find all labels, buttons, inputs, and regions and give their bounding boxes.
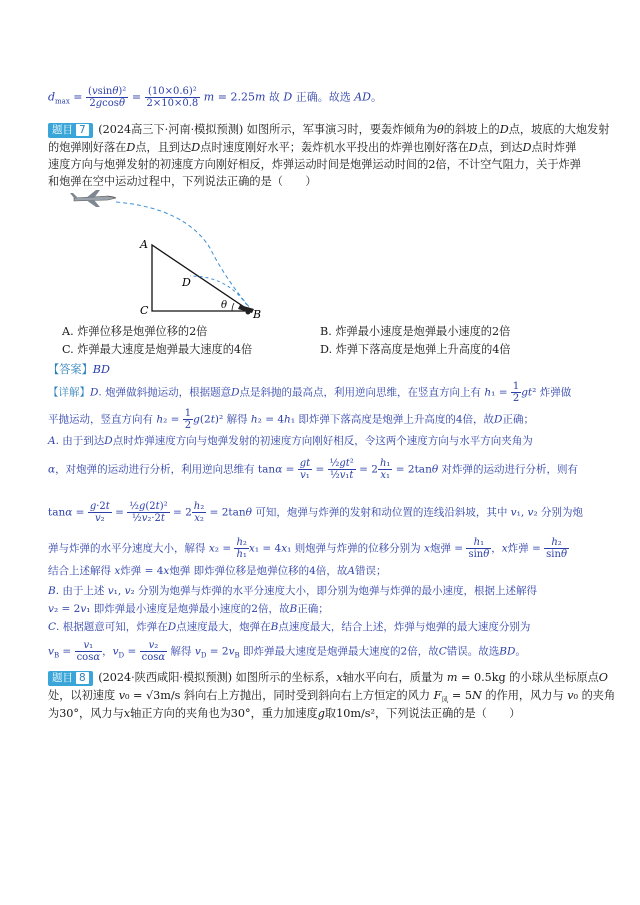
- q7-explain-8: B. 由于上述 v₁, v₂ 分别为炮弹与炸弹的水平分速度大小，即分别为炮弹与炸弹的最小速度，根据上述解得: [48, 585, 538, 597]
- q7-explain-3: A. 由于到达D点时炸弹速度方向与炮弹发射的初速度方向刚好相反，令这两个速度方向与水平方向夹角为: [48, 435, 533, 447]
- q7-explain-10: C. 根据题意可知，炸弹在D点速度最大，炮弹在B点速度最大，结合上述，炸弹与炮弹的最大速度分别为: [48, 621, 531, 633]
- q7-explain-4: α，对炮弹的运动进行分析，利用逆向思维有 tanα = $\frac{gt}{\text{v₁}}$ = $\frac{\text{½gt²}}{\text{½v₁t}}$ = 2 $\frac{\text{h₁}}{\text{x₁}}$ = 2tanθ 对炸弹的运动进行分析，则有: [48, 458, 579, 481]
- q7-line-3: 速度方向与炮弹发射的初速度方向刚好相反，炸弹运动时间是炮弹运动时间的2倍，不计空气阻力，关于炸弹: [48, 158, 581, 171]
- q7-answer: 【答案】BD: [48, 363, 110, 376]
- cannon-icon: [238, 305, 254, 315]
- bomb-trajectory: [116, 202, 250, 308]
- q7-explain-2: 平抛运动，竖直方向有 h₂ = $\frac{1}{2}$ g(2t)² 解得 h₂ = 4h₁ 即炸弹下落高度是炮弹上升高度的4倍，故D正确；: [48, 408, 534, 431]
- q7-explain-7: 结合上述解得 x炸弹 = 4x炮弹 即炸弹位移是炮弹位移的4倍，故A错误；: [48, 565, 387, 577]
- slope-triangle: [152, 245, 250, 311]
- q7-explain-11: $v_B$ = $\frac{\text{v₁}}{\cos\alpha}$ ，$v_D$ = $\frac{\text{v₂}}{\cos\alpha}$ 解得 $v_D = 2v_B$ 即炸弹最大速度是炮弹最大速度的2倍，故C错误。故选BD。: [48, 640, 526, 663]
- q7-explain-5: tanα = $\frac{g\cdot 2t}{\text{v₂}}$ = $\frac{\text{½g(2t)²}}{\text{½v₂·2t}}$ = 2 $\frac{\text{h₂}}{\text{x₂}}$ = 2tanθ 可知，炮弹与炸弹的发射和动位置的连线沿斜坡，其中 v₁, v₂ 分别为炮: [48, 501, 583, 524]
- q7-explain-1: 【详解】D. 炮弹做斜抛运动，根据题意D点是斜抛的最高点，利用逆向思维，在竖直方向上有 h₁ = $\frac{1}{2}$ gt² 炸弹做: [48, 381, 572, 404]
- q7-option-b: B. 炸弹最小速度是炮弹最小速度的2倍: [320, 325, 511, 338]
- q7-figure: [60, 188, 280, 318]
- q7-explain-6: 弹与炸弹的水平分速度大小，解得 x₂ = $\frac{\text{h₂}}{\text{h₁}}$ x₁ = 4x₁ 则炮弹与炸弹的位移分别为 x炮弹 = $\frac{\text{h₁}}{\sin\theta}$ ，x炸弹 = $\frac{\text{h₂}}{\sin\theta}$: [48, 537, 567, 560]
- q7-line-1: 题目 7 (2024高三下·河南·模拟预测) 如图所示，军事演习时，要轰炸倾角为θ的斜坡上的D点，坡底的大炮发射: [48, 121, 608, 138]
- q8-tag: 题目 8: [48, 671, 93, 686]
- q7-line-2: 的炮弹刚好落在D点，且到达D点时速度刚好水平；轰炸机水平投出的炸弹也刚好落在D点，到达D点时炸弹: [48, 141, 577, 154]
- q7-option-d: D. 炸弹下落高度是炮弹上升高度的4倍: [320, 343, 511, 356]
- q8-line-3: 为30°，风力与x轴正方向的夹角也为30°，重力加速度g取10m/s²，下列说法正确的是（ ）: [48, 707, 521, 720]
- q8-line-2: 处，以初速度 v₀ = √3m/s 斜向右上方抛出，同时受到斜向右上方恒定的风力 $F_风 = 5N$ 的作用，风力与 v₀ 的夹角: [48, 689, 616, 705]
- dmax-formula: $d_{max}$ = $\frac{\text{(vsinθ)²}}{2gcos\theta}$ = $\frac{\text{(10×0.6)²}}{2\times 10\times 0.8}$ m = 2.25m 故 D 正确。故选 AD。: [48, 86, 382, 109]
- q8-line-1: 题目 8 (2024·陕西咸阳·模拟预测) 如图所示的坐标系，x轴水平向右，质量为 m = 0.5kg 的小球从坐标原点O: [48, 669, 608, 686]
- q7-option-c: C. 炸弹最大速度是炮弹最大速度的4倍: [62, 343, 253, 356]
- label-B: B: [253, 308, 262, 318]
- label-theta: θ: [221, 300, 228, 311]
- q7-option-a: A. 炸弹位移是炮弹位移的2倍: [62, 325, 208, 338]
- q7-explain-9: v₂ = 2v₁ 即炸弹最小速度是炮弹最小速度的2倍，故B正确；: [48, 603, 329, 615]
- label-A: A: [140, 238, 148, 251]
- label-C: C: [140, 304, 149, 317]
- plane-icon: [70, 190, 116, 207]
- q7-line-4: 和炮弹在空中运动过程中，下列说法正确的是（ ）: [48, 175, 317, 188]
- q7-tag: 题目 7: [48, 123, 93, 138]
- label-D: D: [182, 276, 191, 289]
